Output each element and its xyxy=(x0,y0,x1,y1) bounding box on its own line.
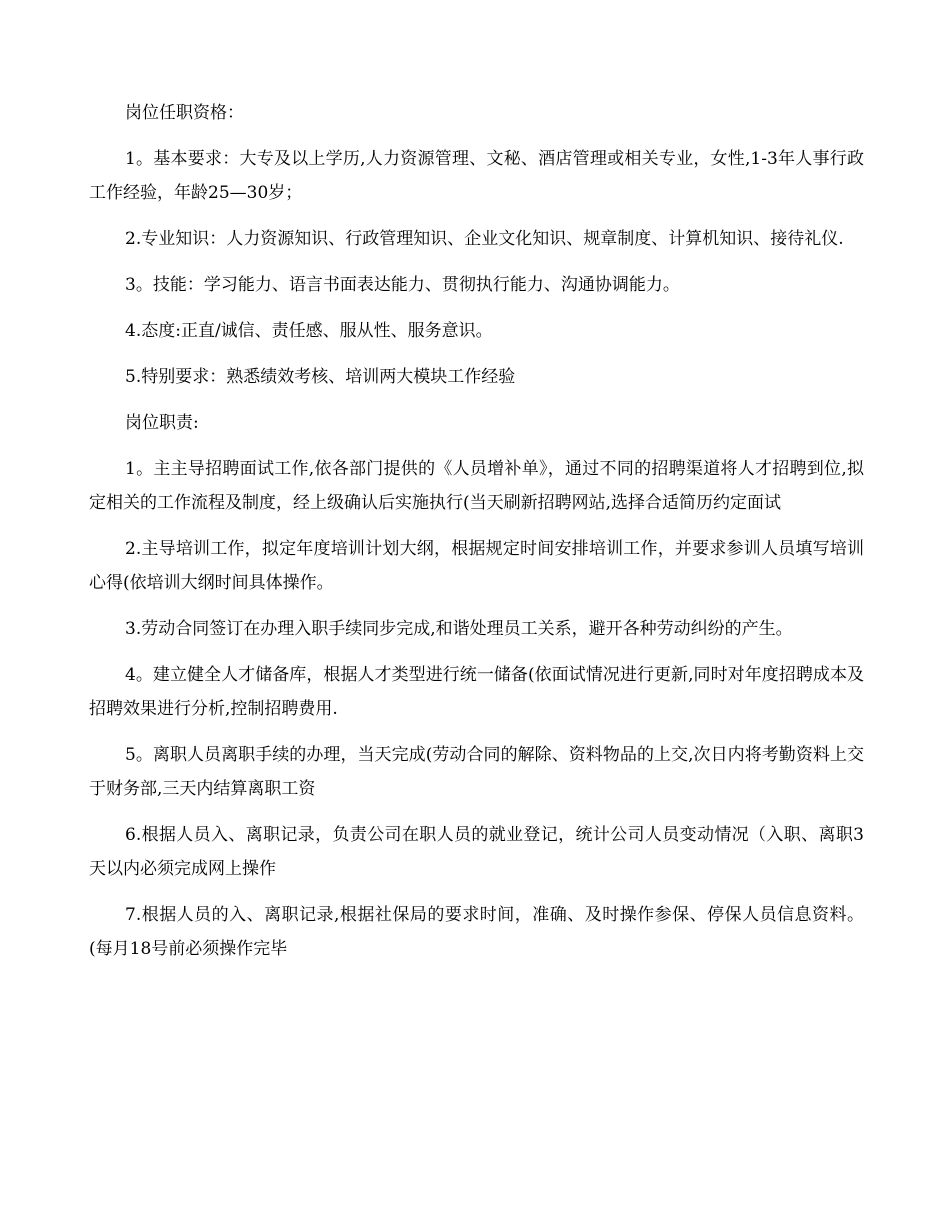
paragraph-duty-employment-registration: 6.根据人员入、离职记录，负责公司在职人员的就业登记，统计公司人员变动情况（入职、离职3天以内必须完成网上操作 xyxy=(89,825,864,879)
paragraph-duty-recruitment: 1。主主导招聘面试工作,依各部门提供的《人员增补单》，通过不同的招聘渠道将人才招聘到位,拟定相关的工作流程及制度，经上级确认后实施执行(当天刷新招聘网站,选择合适简历约定面试 xyxy=(89,459,864,513)
paragraph-duty-talent-pool: 4。建立健全人才储备库，根据人才类型进行统一储备(依面试情况进行更新,同时对年度招聘成本及招聘效果进行分析,控制招聘费用. xyxy=(89,665,864,719)
paragraph-skills: 3。技能：学习能力、语言书面表达能力、贯彻执行能力、沟通协调能力。 xyxy=(125,275,680,295)
paragraph-duty-training: 2.主导培训工作，拟定年度培训计划大纲，根据规定时间安排培训工作，并要求参训人员填写培训心得(依培训大纲时间具体操作。 xyxy=(89,539,864,593)
paragraph-duty-resignation: 5。离职人员离职手续的办理，当天完成(劳动合同的解除、资料物品的上交,次日内将考勤资料上交于财务部,三天内结算离职工资 xyxy=(89,745,864,799)
paragraph-attitude: 4.态度:正直/诚信、责任感、服从性、服务意识。 xyxy=(125,321,493,341)
section-heading-responsibilities: 岗位职责: xyxy=(125,413,199,433)
paragraph-special-requirements: 5.特别要求：熟悉绩效考核、培训两大模块工作经验 xyxy=(125,367,516,387)
paragraph-duty-labor-contract: 3.劳动合同签订在办理入职手续同步完成,和谐处理员工关系，避开各种劳动纠纷的产生。 xyxy=(125,619,793,639)
paragraph-duty-social-insurance: 7.根据人员的入、离职记录,根据社保局的要求时间，准确、及时操作参保、停保人员信息资料。(每月18号前必须操作完毕 xyxy=(89,905,864,959)
section-heading-qualifications: 岗位任职资格： xyxy=(125,103,244,123)
document-body xyxy=(89,96,864,978)
paragraph-basic-requirements: 1。基本要求：大专及以上学历,人力资源管理、文秘、酒店管理或相关专业，女性,1-3年人事行政工作经验，年龄25—30岁； xyxy=(89,149,864,203)
paragraph-professional-knowledge: 2.专业知识：人力资源知识、行政管理知识、企业文化知识、规章制度、计算机知识、接待礼仪. xyxy=(125,229,844,249)
